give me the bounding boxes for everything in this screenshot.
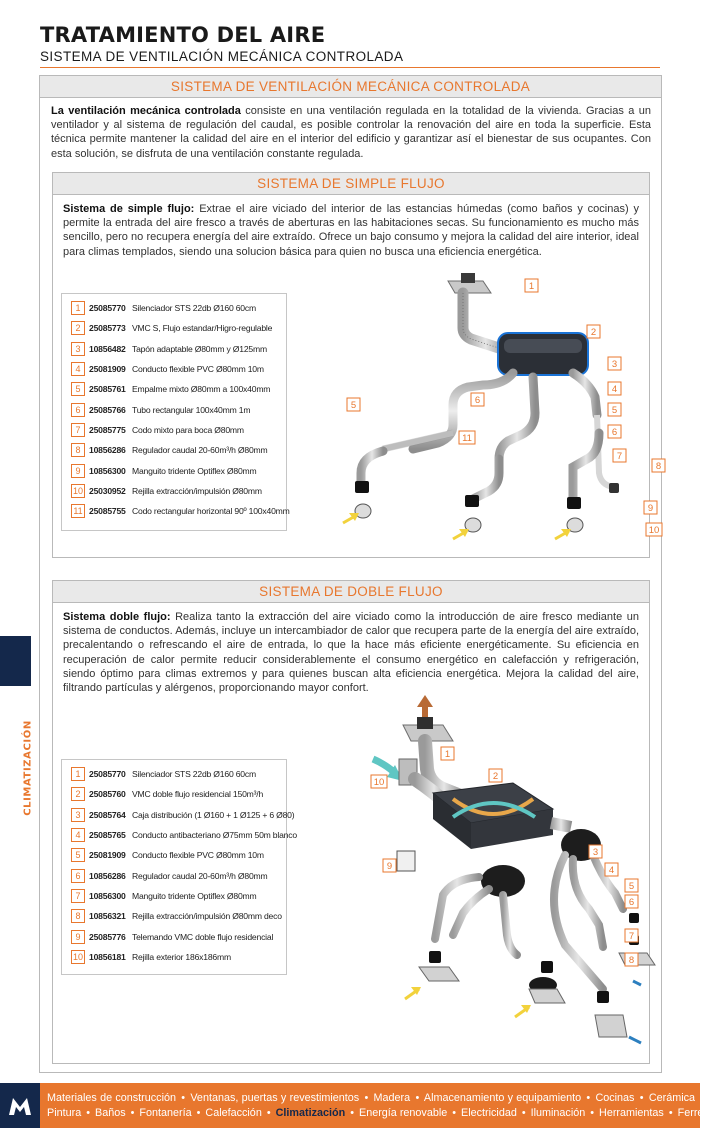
callout-label: 6 (474, 395, 481, 406)
regulator-center-shape (465, 495, 479, 507)
part-code: 10856321 (89, 911, 126, 922)
footer-nav-link[interactable]: Calefacción (205, 1107, 262, 1119)
part-description: Codo mixto para boca Ø80mm (132, 424, 244, 435)
vmc-section (39, 75, 662, 1073)
part-number: 3 (71, 342, 85, 356)
vmc-intro-bold: La ventilación mecánica controlada (51, 105, 241, 117)
part-description: Empalme mixto Ø80mm a 100x40mm (132, 384, 271, 395)
part-number: 8 (71, 443, 85, 457)
callout-label: 9 (647, 503, 654, 514)
page-header (40, 22, 660, 68)
callout-label: 11 (462, 433, 472, 444)
footer-nav-link[interactable]: Almacenamiento y equipamiento (423, 1092, 582, 1104)
footer-separator: • (415, 1092, 420, 1104)
footer-nav-link[interactable]: Pintura (47, 1107, 82, 1119)
part-code: 25085773 (89, 323, 126, 334)
brand-logo-icon (8, 1096, 32, 1116)
part-number: 6 (71, 869, 85, 883)
regulator-4 (629, 913, 639, 923)
double-part-row (71, 906, 280, 926)
part-code: 25085770 (89, 769, 126, 780)
vmc-intro-paragraph (51, 104, 651, 161)
part-number: 5 (71, 848, 85, 862)
simple-flow-diagram (303, 273, 662, 553)
callout-label: 2 (492, 771, 499, 782)
double-part-row (71, 764, 280, 784)
footer-nav-link[interactable]: Ventanas, puertas y revestimientos (190, 1092, 360, 1104)
simple-flow-paragraph (63, 202, 639, 259)
side-tab-label: CLIMATIZACIÓN (22, 720, 34, 816)
callout-label: 10 (648, 525, 660, 536)
callout-label: 7 (628, 931, 635, 942)
footer-nav-link[interactable]: Materiales de construcción (47, 1092, 176, 1104)
footer-nav-link[interactable]: Baños (95, 1107, 126, 1119)
callout-label: 1 (444, 749, 451, 760)
part-number: 2 (71, 321, 85, 335)
exhaust-arrowhead (417, 695, 433, 707)
callout-label: 6 (628, 897, 635, 908)
part-number: 7 (71, 423, 85, 437)
part-code: 10856482 (89, 343, 126, 354)
footer-separator: • (668, 1107, 673, 1119)
elbow-center-shape (473, 459, 499, 499)
footer-separator: • (266, 1107, 271, 1119)
part-description: Conducto flexible PVC Ø80mm 10m (132, 364, 264, 375)
double-flow-diagram (303, 699, 643, 1059)
footer-separator: • (181, 1092, 186, 1104)
footer-nav-link[interactable]: Cerámica (648, 1092, 696, 1104)
part-description: Codo rectangular horizontal 90º 100x40mm (132, 506, 290, 517)
callout-label: 3 (611, 359, 618, 370)
part-description: Silenciador STS 22db Ø160 60cm (132, 769, 256, 780)
duct-right-shape (573, 373, 597, 415)
simple-flow-text: Extrae el aire viciado del interior de las estancias húmedas (como baños y cocinas) y permite la entrada del aire fresco a través de aberturas en las habitaciones secas. Su funcionamiento es mucho más sencillo, pero no recupera energía del aire extraído. Ofrece un bajo consumo y mejora la calidad del aire interior, ideal para climas templados, siendo una solucion básica para quien no busca una eficiencia energética. (63, 203, 640, 258)
double-part-row (71, 865, 280, 885)
callout-label: 9 (386, 861, 393, 872)
part-description: Conducto antibacteriano Ø75mm 50m blanco (132, 830, 297, 841)
regulator-left-shape (355, 481, 369, 493)
simple-part-row (71, 399, 280, 419)
footer-nav (0, 1083, 725, 1128)
double-flow-section (52, 580, 650, 1064)
simple-part-row (71, 379, 280, 399)
footer-line-1 (47, 1091, 695, 1106)
part-code: 25085776 (89, 931, 126, 942)
part-description: Telemando VMC doble flujo residencial (132, 931, 274, 942)
extract-arrow-2 (633, 981, 641, 985)
grille-4 (595, 1015, 627, 1037)
part-description: Tubo rectangular 100x40mm 1m (132, 404, 251, 415)
footer-separator: • (364, 1092, 369, 1104)
part-code: 10856286 (89, 445, 126, 456)
page-subtitle: SISTEMA DE VENTILACIÓN MECÁNICA CONTROLADA (40, 48, 660, 68)
branch-duct-1 (453, 889, 489, 935)
footer-nav-link[interactable]: Ferretería (677, 1107, 725, 1119)
double-flow-text: Realiza tanto la extracción del aire viciado como la introducción de aire fresco mediante un sistema de conductos. Además, incluye un intercambiador de calor que recupera parte de la energía del aire extraído, precalentando o refrescando el aire de entrada, lo que la hace más eficiente energéticamente. Su eficiencia en recuperación de calor permite reducir considerablemente el consumo energético en calefacción y refrigeración, siendo óptimo para climas extremos y para quienes buscan alta eficiencia energética. Mejora la calidad del aire, filtrando partículas y alérgenos, proporcionando mayor confort. (63, 611, 639, 695)
part-description: Regulador caudal 20-60m³/h Ø80mm (132, 870, 268, 881)
part-code: 10856300 (89, 890, 126, 901)
part-description: Rejilla extracción/impulsión Ø80mm deco (132, 911, 282, 922)
part-code: 25085770 (89, 303, 126, 314)
simple-flow-heading: SISTEMA DE SIMPLE FLUJO (53, 173, 649, 195)
part-description: VMC S, Flujo estandar/Higro-regulable (132, 323, 273, 334)
part-description: Rejilla extracción/impulsión Ø80mm (132, 485, 262, 496)
part-code: 25081909 (89, 364, 126, 375)
simple-part-row (71, 318, 280, 338)
simple-part-row (71, 440, 280, 460)
vmc-section-heading: SISTEMA DE VENTILACIÓN MECÁNICA CONTROLADA (40, 76, 661, 98)
grille-1 (419, 967, 459, 981)
simple-part-row (71, 481, 280, 501)
footer-separator: • (350, 1107, 354, 1119)
callout-label: 8 (655, 461, 662, 472)
double-parts-list (61, 759, 297, 975)
simple-part-row (71, 420, 280, 440)
regulator-1 (429, 951, 441, 963)
part-description: Manguito tridente Optiflex Ø80mm (132, 465, 257, 476)
part-number: 9 (71, 464, 85, 478)
part-code: 25085760 (89, 789, 126, 800)
callout-label: 4 (608, 865, 615, 876)
page-title: TRATAMIENTO DEL AIRE (40, 23, 326, 47)
vmc-intro-text: consiste en una ventilación regulada en la totalidad de la vivienda. Gracias a un ventilador y al sistema de regulación del caudal, es posible controlar la renovación del aire en toda la superficie. Esta técnica permite mantener la calidad del aire en el interior del edificio y garantizar así el bienestar de sus ocupantes. Con esta solución, se disfruta de una ventilación constante regulada. (51, 105, 652, 160)
roof-cap-shape (461, 273, 475, 283)
double-part-row (71, 886, 280, 906)
double-part-row (71, 805, 295, 825)
double-part-row (71, 784, 280, 804)
regulator-3 (597, 991, 609, 1003)
footer-nav-link[interactable]: Energía renovable (359, 1107, 448, 1119)
part-code: 10856286 (89, 870, 126, 881)
part-code: 25085775 (89, 424, 126, 435)
footer-nav-link[interactable]: Iluminación (530, 1107, 586, 1119)
callout-label: 8 (628, 955, 635, 966)
regulator-extra-shape (609, 483, 619, 493)
footer-nav-link[interactable]: Fontanería (139, 1107, 192, 1119)
part-description: Tapón adaptable Ø80mm y Ø125mm (132, 343, 267, 354)
double-part-row (71, 845, 280, 865)
extract-arrow-1 (629, 1037, 641, 1043)
regulator-right-shape (567, 497, 581, 509)
roof-cap-shape (417, 717, 433, 729)
footer-separator: • (130, 1107, 135, 1119)
part-code: 25085765 (89, 830, 126, 841)
part-number: 4 (71, 362, 85, 376)
elbow-left-shape (361, 451, 383, 481)
footer-nav-link[interactable]: Electricidad (461, 1107, 517, 1119)
part-number: 4 (71, 828, 85, 842)
side-tab (0, 636, 31, 686)
part-description: Manguito tridente Optiflex Ø80mm (132, 890, 257, 901)
vmc-unit-top (504, 339, 582, 353)
footer-separator: • (590, 1107, 595, 1119)
part-code: 25085766 (89, 404, 126, 415)
part-number: 1 (71, 767, 85, 781)
footer-nav-link[interactable]: Cocinas (595, 1092, 635, 1104)
simple-part-row (71, 359, 280, 379)
footer-nav-link[interactable]: Madera (373, 1092, 411, 1104)
part-number: 11 (71, 504, 85, 518)
part-code: 10856300 (89, 465, 126, 476)
callout-label: 5 (350, 400, 357, 411)
part-number: 7 (71, 889, 85, 903)
footer-line-2 (47, 1106, 725, 1121)
part-code: 25085761 (89, 384, 126, 395)
part-description: VMC doble flujo residencial 150m³/h (132, 789, 264, 800)
double-flow-bold: Sistema doble flujo: (63, 611, 171, 623)
callout-label: 5 (611, 405, 618, 416)
grille-2 (529, 989, 565, 1003)
part-description: Silenciador STS 22db Ø160 60cm (132, 303, 256, 314)
callout-label: 5 (628, 881, 635, 892)
part-code: 25030952 (89, 485, 126, 496)
simple-flow-section (52, 172, 662, 558)
callout-label: 2 (590, 327, 597, 338)
callout-label: 10 (373, 777, 385, 788)
part-description: Caja distribución (1 Ø160 + 1 Ø125 + 6 Ø80) (132, 809, 295, 820)
footer-nav-link[interactable]: Climatización (275, 1107, 346, 1119)
simple-part-row (71, 298, 280, 318)
simple-part-row (71, 339, 280, 359)
double-flow-heading: SISTEMA DE DOBLE FLUJO (53, 581, 649, 603)
double-part-row (71, 926, 280, 946)
part-description: Rejilla exterior 186x186mm (132, 951, 231, 962)
part-code: 10856181 (89, 951, 126, 962)
footer-nav-link[interactable]: Herramientas (599, 1107, 664, 1119)
callout-label: 6 (611, 427, 618, 438)
simple-callouts (347, 279, 665, 536)
branch-duct-2 (503, 895, 517, 955)
regulator-2 (541, 961, 553, 973)
part-description: Regulador caudal 20-60m³/h Ø80mm (132, 445, 268, 456)
part-number: 9 (71, 930, 85, 944)
footer-logo (0, 1083, 40, 1128)
part-code: 25085755 (89, 506, 126, 517)
footer-separator: • (639, 1092, 644, 1104)
part-number: 10 (72, 951, 83, 962)
double-part-row (71, 947, 280, 967)
callout-label: 1 (528, 281, 535, 292)
footer-separator: • (196, 1107, 201, 1119)
footer-separator: • (521, 1107, 526, 1119)
footer-separator: • (586, 1092, 591, 1104)
footer-separator: • (452, 1107, 457, 1119)
callout-label: 7 (616, 451, 623, 462)
part-number: 6 (71, 403, 85, 417)
callout-label: 3 (592, 847, 599, 858)
simple-part-row (71, 460, 280, 480)
simple-flow-bold: Sistema de simple flujo: (63, 203, 195, 215)
part-number: 10 (72, 485, 83, 496)
elbow-right-shape (573, 433, 599, 497)
trunk-duct-shape (551, 823, 571, 827)
part-number: 2 (71, 787, 85, 801)
part-number: 5 (71, 382, 85, 396)
part-number: 1 (71, 301, 85, 315)
part-code: 25081909 (89, 850, 126, 861)
part-description: Conducto flexible PVC Ø80mm 10m (132, 850, 264, 861)
simple-part-row (71, 501, 290, 521)
double-part-row (71, 825, 297, 845)
callout-label: 4 (611, 384, 618, 395)
footer-separator: • (86, 1107, 90, 1119)
duct-center-shape (499, 377, 535, 459)
double-flow-paragraph (63, 610, 639, 695)
remote-control-shape (397, 851, 415, 871)
simple-parts-list (61, 293, 290, 531)
part-number: 3 (71, 808, 85, 822)
part-number: 8 (71, 909, 85, 923)
part-code: 25085764 (89, 809, 126, 820)
